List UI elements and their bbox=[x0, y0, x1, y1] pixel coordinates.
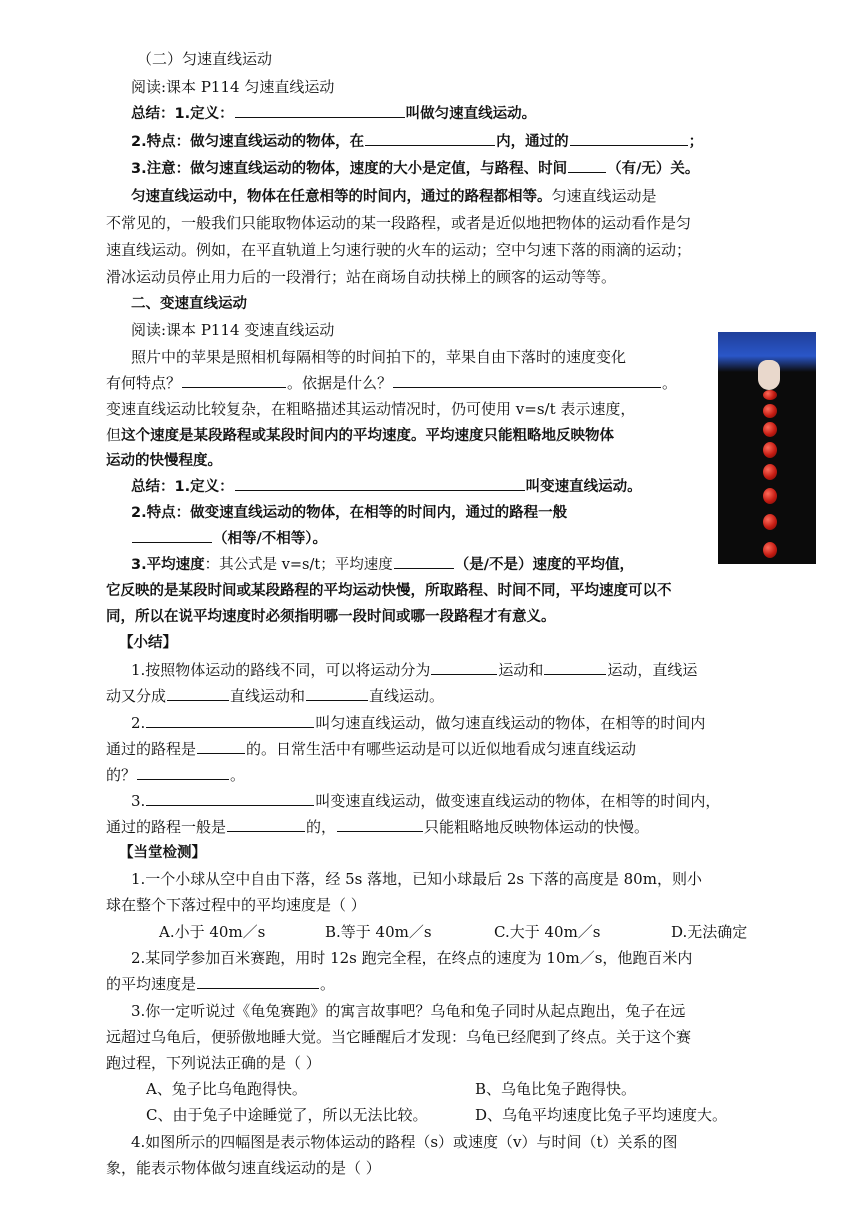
paragraph-line: 滑冰运动员停止用力后的一段滑行；站在商场自动扶梯上的顾客的运动等等。 bbox=[106, 268, 617, 286]
text: 3. bbox=[131, 792, 146, 810]
test-heading: 【当堂检测】 bbox=[119, 845, 206, 861]
blank bbox=[394, 554, 454, 569]
apple-image bbox=[763, 390, 777, 400]
blank bbox=[167, 686, 229, 701]
paragraph-line: 它反映的是某段时间或某段路程的平均运动快慢，所取路程、时间不同，平均速度可以不 bbox=[106, 583, 672, 599]
paragraph-line bbox=[106, 424, 614, 447]
text: 。 bbox=[662, 374, 678, 392]
apple-image bbox=[763, 488, 777, 504]
apple-image bbox=[763, 542, 777, 558]
section-heading: （二）匀速直线运动 bbox=[137, 50, 273, 68]
apple-image bbox=[763, 464, 777, 480]
paragraph-line bbox=[131, 185, 657, 208]
text: 匀速直线运动是 bbox=[551, 187, 657, 205]
falling-apple-photo bbox=[718, 332, 816, 564]
paragraph-line: 运动的快慢程度。 bbox=[106, 453, 222, 469]
text: 的， bbox=[306, 818, 337, 836]
apple-image bbox=[763, 442, 777, 458]
text: 。 bbox=[320, 975, 336, 993]
option-b: B.等于 40m／s bbox=[325, 923, 432, 941]
text: 叫变速直线运动，做变速直线运动的物体，在相等的时间内， bbox=[315, 792, 721, 810]
text: 运动，直线运 bbox=[607, 661, 698, 679]
question-line bbox=[106, 372, 677, 394]
feature-line bbox=[131, 528, 327, 550]
blank bbox=[182, 373, 286, 388]
text: 2. bbox=[131, 714, 146, 732]
reading-note: 阅读:课本 P114 变速直线运动 bbox=[131, 321, 335, 339]
section-heading: 二、变速直线运动 bbox=[131, 296, 247, 312]
question-line: 2.某同学参加百米赛跑，用时 12s 跑完全程，在终点的速度为 10m／s，他跑百米内 bbox=[131, 949, 693, 967]
blank bbox=[197, 974, 319, 989]
option-c: C、由于兔子中途睡觉了，所以无法比较。 bbox=[146, 1106, 428, 1124]
paragraph-line: 速直线运动。例如，在平直轨道上匀速行驶的火车的运动；空中匀速下落的雨滴的运动； bbox=[106, 241, 692, 259]
blank bbox=[227, 817, 305, 832]
text: 直线运动和 bbox=[230, 687, 306, 705]
label: 内，通过的 bbox=[496, 134, 569, 150]
text: 的？ bbox=[106, 766, 137, 784]
text: 通过的路程是 bbox=[106, 740, 197, 758]
summary-heading: 【小结】 bbox=[119, 635, 177, 651]
text: 叫匀速直线运动，做匀速直线运动的物体，在相等的时间内 bbox=[315, 714, 706, 732]
option-a: A.小于 40m／s bbox=[159, 923, 266, 941]
label: 叫做匀速直线运动。 bbox=[405, 106, 537, 122]
summary-line bbox=[106, 816, 649, 838]
text: 运动和 bbox=[498, 661, 544, 679]
note-line bbox=[131, 158, 699, 180]
label: ； bbox=[688, 134, 704, 150]
blank bbox=[365, 131, 495, 146]
paragraph-line: 不常见的，一般我们只能取物体运动的某一段路程，或者是近似地把物体的运动看作是匀 bbox=[106, 214, 692, 232]
question-line: 远超过乌龟后，便骄傲地睡大觉。当它睡醒后才发现：乌龟已经爬到了终点。关于这个赛 bbox=[106, 1028, 692, 1046]
text: 直线运动。 bbox=[369, 687, 445, 705]
text: 。依据是什么？ bbox=[287, 374, 393, 392]
question-line: 球在整个下落过程中的平均速度是（ ） bbox=[106, 896, 366, 914]
option-c: C.大于 40m／s bbox=[494, 923, 601, 941]
text: 动又分成 bbox=[106, 687, 167, 705]
apple-image bbox=[763, 404, 777, 418]
question-line: 3.你一定听说过《龟兔赛跑》的寓言故事吧？乌龟和兔子同时从起点跑出，兔子在远 bbox=[131, 1002, 686, 1020]
label: 3.注意：做匀速直线运动的物体，速度的大小是定值，与路程、时间 bbox=[131, 161, 568, 177]
text: ：其公式是 v=s/t；平均速度 bbox=[204, 557, 393, 573]
blank bbox=[393, 373, 661, 388]
text: 只能粗略地反映物体运动的快慢。 bbox=[424, 818, 650, 836]
paragraph-line: 照片中的苹果是照相机每隔相等的时间拍下的，苹果自由下落时的速度变化 bbox=[131, 348, 627, 366]
question-line: 4.如图所示的四幅图是表示物体运动的路程（s）或速度（v）与时间（t）关系的图 bbox=[131, 1133, 678, 1151]
paragraph-line: 变速直线运动比较复杂，在粗略描述其运动情况时，仍可使用 v=s/t 表示速度， bbox=[106, 400, 636, 418]
blank bbox=[570, 131, 688, 146]
summary-line bbox=[131, 712, 705, 734]
apple-image bbox=[763, 422, 777, 437]
definition-line bbox=[131, 103, 536, 125]
label: 总结：1.定义： bbox=[131, 106, 234, 122]
question-line: 象，能表示物体做匀速直线运动的是（ ） bbox=[106, 1159, 381, 1177]
option-a: A、兔子比乌龟跑得快。 bbox=[146, 1080, 307, 1098]
blank bbox=[132, 528, 212, 543]
blank bbox=[146, 791, 314, 806]
summary-line bbox=[131, 659, 697, 681]
blank bbox=[235, 476, 525, 491]
reading-note: 阅读:课本 P114 匀速直线运动 bbox=[131, 78, 335, 96]
label: 总结：1.定义： bbox=[131, 479, 234, 495]
summary-line bbox=[106, 685, 444, 707]
summary-line bbox=[131, 790, 720, 812]
label: 2.特点：做匀速直线运动的物体，在 bbox=[131, 134, 365, 150]
blank bbox=[146, 713, 314, 728]
blank bbox=[568, 158, 606, 173]
definition-line bbox=[131, 476, 642, 498]
bold-text: 这个速度是某段路程或某段时间内的平均速度。平均速度只能粗略地反映物体 bbox=[121, 428, 615, 444]
label: 叫变速直线运动。 bbox=[525, 479, 642, 495]
label: （是/不是）速度的平均值， bbox=[454, 557, 635, 573]
text: 有何特点？ bbox=[106, 374, 182, 392]
option-d: D.无法确定 bbox=[671, 923, 748, 941]
text: 的平均速度是 bbox=[106, 975, 197, 993]
option-b: B、乌龟比兔子跑得快。 bbox=[475, 1080, 637, 1098]
label: （相等/不相等）。 bbox=[213, 531, 328, 547]
summary-line bbox=[106, 764, 245, 786]
feature-line: 2.特点：做变速直线运动的物体，在相等的时间内，通过的路程一般 bbox=[131, 505, 568, 521]
bold-text: 匀速直线运动中，物体在任意相等的时间内，通过的路程都相等。 bbox=[131, 189, 552, 205]
blank bbox=[235, 103, 405, 118]
question-line: 1.一个小球从空中自由下落，经 5s 落地，已知小球最后 2s 下落的高度是 80m，则小 bbox=[131, 870, 702, 888]
apple-image bbox=[763, 514, 777, 530]
average-speed-line bbox=[131, 554, 634, 576]
blank bbox=[544, 660, 606, 675]
text: 通过的路程一般是 bbox=[106, 818, 227, 836]
text: 。 bbox=[230, 766, 246, 784]
summary-line bbox=[106, 738, 636, 760]
blank bbox=[306, 686, 368, 701]
feature-line bbox=[131, 131, 703, 153]
paragraph-line: 同，所以在说平均速度时必须指明哪一段时间或哪一段路程才有意义。 bbox=[106, 609, 556, 625]
text: 1.按照物体运动的路线不同，可以将运动分为 bbox=[131, 661, 431, 679]
blank bbox=[337, 817, 423, 832]
blank bbox=[137, 765, 229, 780]
question-line bbox=[106, 973, 335, 995]
blank bbox=[197, 739, 245, 754]
label: 3.平均速度 bbox=[131, 557, 205, 573]
label: （有/无）关。 bbox=[607, 161, 700, 177]
blank bbox=[431, 660, 497, 675]
option-d: D、乌龟平均速度比兔子平均速度大。 bbox=[475, 1106, 728, 1124]
question-line: 跑过程，下列说法正确的是（ ） bbox=[106, 1054, 321, 1072]
text: 的。日常生活中有哪些运动是可以近似地看成匀速直线运动 bbox=[246, 740, 637, 758]
finger-image bbox=[758, 360, 780, 390]
text: 但 bbox=[106, 426, 122, 444]
